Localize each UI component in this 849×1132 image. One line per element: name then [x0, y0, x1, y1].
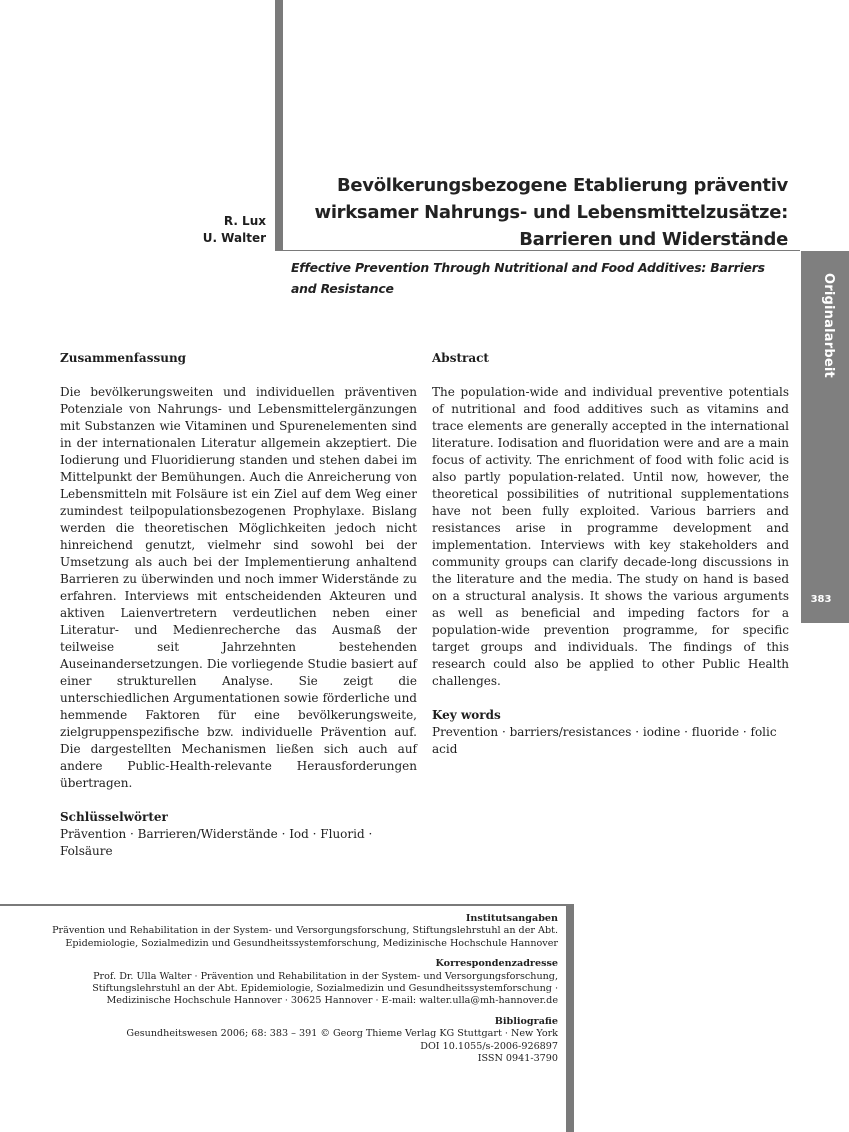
abstract-heading: Abstract [432, 351, 489, 365]
bibliography-line: DOI 10.1055/s-2006-926897 [420, 1040, 558, 1052]
title-line: Bevölkerungsbezogene Etablierung präventiv [336, 175, 788, 196]
article-title [290, 172, 788, 253]
page-number: 383 [810, 594, 832, 605]
bibliography-block [38, 1016, 558, 1066]
title-line: Barrieren und Widerstände [519, 229, 788, 250]
institution-line: Prävention und Rehabilitation in der System- und Versorgungsforschung, Stiftungslehrstuhl an der Abt. [52, 925, 558, 937]
author-name: U. Walter [202, 231, 266, 245]
author-list [203, 213, 266, 247]
footer-accent-bar [566, 904, 574, 1132]
article-footer [38, 913, 558, 1073]
correspondence-heading: Korrespondenzadresse [435, 958, 558, 970]
german-keywords [60, 809, 417, 860]
institution-block [38, 913, 558, 950]
english-keywords [432, 707, 789, 758]
correspondence-line: Medizinische Hochschule Hannover · 30625 Hannover · E-mail: walter.ulla@mh-hannover.de [106, 995, 558, 1007]
bibliography-line: ISSN 0941-3790 [477, 1053, 558, 1065]
institution-heading: Institutsangaben [465, 913, 558, 924]
english-abstract-column [432, 350, 789, 758]
keywords-heading: Key words [432, 708, 501, 722]
bibliography-heading: Bibliografie [494, 1015, 558, 1027]
abstract-body: The population-wide and individual preventive potentials of nutritional and food additives such as vitamins and trace elements are generally accepted in the international literature. Iodisation and fluoridation were and are a main focus of activity. The enrichment of food with folic acid is also partly population-related. Until now, however, the theoretical possibilities of nutritional supplementations have not been fully exploited. Various barriers and resistances arise in programme development and implementation. Interviews with key stakeholders and community groups can clarify decade-long discussions in the literature and the media. The study on hand is based on a structural analysis. It shows the various arguments as well as beneficial and impeding factors for a population-wide prevention programme, for specific target groups and individuals. The findings of this research could also be applied to other Public Health challenges. [432, 385, 789, 688]
title-line: wirksamer Nahrungs- und Lebensmittelzusätze: [314, 202, 788, 223]
institution-line: Epidemiologie, Sozialmedizin und Gesundheitssystemforschung, Medizinische Hochschule Hannover [65, 937, 558, 949]
keywords-heading: Schlüsselwörter [60, 810, 168, 824]
correspondence-block [38, 958, 558, 1008]
bibliography-line: Gesundheitswesen 2006; 68: 383 – 391 © Georg Thieme Verlag KG Stuttgart · New York [126, 1028, 558, 1040]
subtitle-line: Effective Prevention Through Nutritional and Food Additives: Barriers [291, 260, 765, 275]
summary-heading: Zusammenfassung [60, 351, 187, 365]
footer-divider [0, 904, 574, 906]
header-accent-bar [275, 0, 283, 251]
english-title [291, 257, 791, 299]
section-label: Originalarbeit [821, 273, 836, 378]
correspondence-line: Stiftungslehrstuhl an der Abt. Epidemiologie, Sozialmedizin und Gesundheitssystemforschung · [92, 983, 558, 995]
subtitle-line: and Resistance [291, 281, 394, 296]
keywords-text: Prevention · barriers/resistances · iodine · fluoride · folic acid [432, 725, 777, 756]
summary-body: Die bevölkerungsweiten und individuellen präventiven Potenziale von Nahrungs- und Lebensmittelergänzungen mit Substanzen wie Vitaminen und Spurenelementen sind in der internationalen Literatur allgemein akzeptiert. Die Iodierung und Fluoridierung standen und stehen dabei im Mittelpunkt der Bemühungen. Auch die Anreicherung von Lebensmitteln mit Folsäure ist ein Ziel auf dem Weg einer zumindest teilpopulationsbezogenen Prophylaxe. Bislang werden die theoretischen Möglichkeiten jedoch nicht hinreichend genutzt, vielmehr sind sowohl bei der Umsetzung als auch bei der Implementierung anhaltend Barrieren zu überwinden und noch immer Widerstände zu erfahren. Interviews mit entscheidenden Akteuren und aktiven Laienvertretern verdeutlichen neben einer Literatur- und Medienrecherche das Ausmaß der teilweise seit Jahrzehnten bestehenden Auseinandersetzungen. Die vorliegende Studie basiert auf einer strukturellen Analyse. Sie zeigt die unterschiedlichen Argumentationen sowie förderliche und hemmende Faktoren für eine bevölkerungsweite, zielgruppenspezifische bzw. individuelle Prävention auf. Die dargestellten Mechanismen ließen sich auch auf andere Public-Health-relevante Herausforderungen übertragen. [60, 385, 417, 790]
german-summary-column [60, 350, 417, 860]
keywords-text: Prävention · Barrieren/Widerstände · Iod · Fluorid · Folsäure [60, 827, 373, 858]
author-name: R. Lux [223, 214, 266, 228]
correspondence-line: Prof. Dr. Ulla Walter · Prävention und Rehabilitation in der System- und Versorgungsforschung, [93, 970, 558, 982]
